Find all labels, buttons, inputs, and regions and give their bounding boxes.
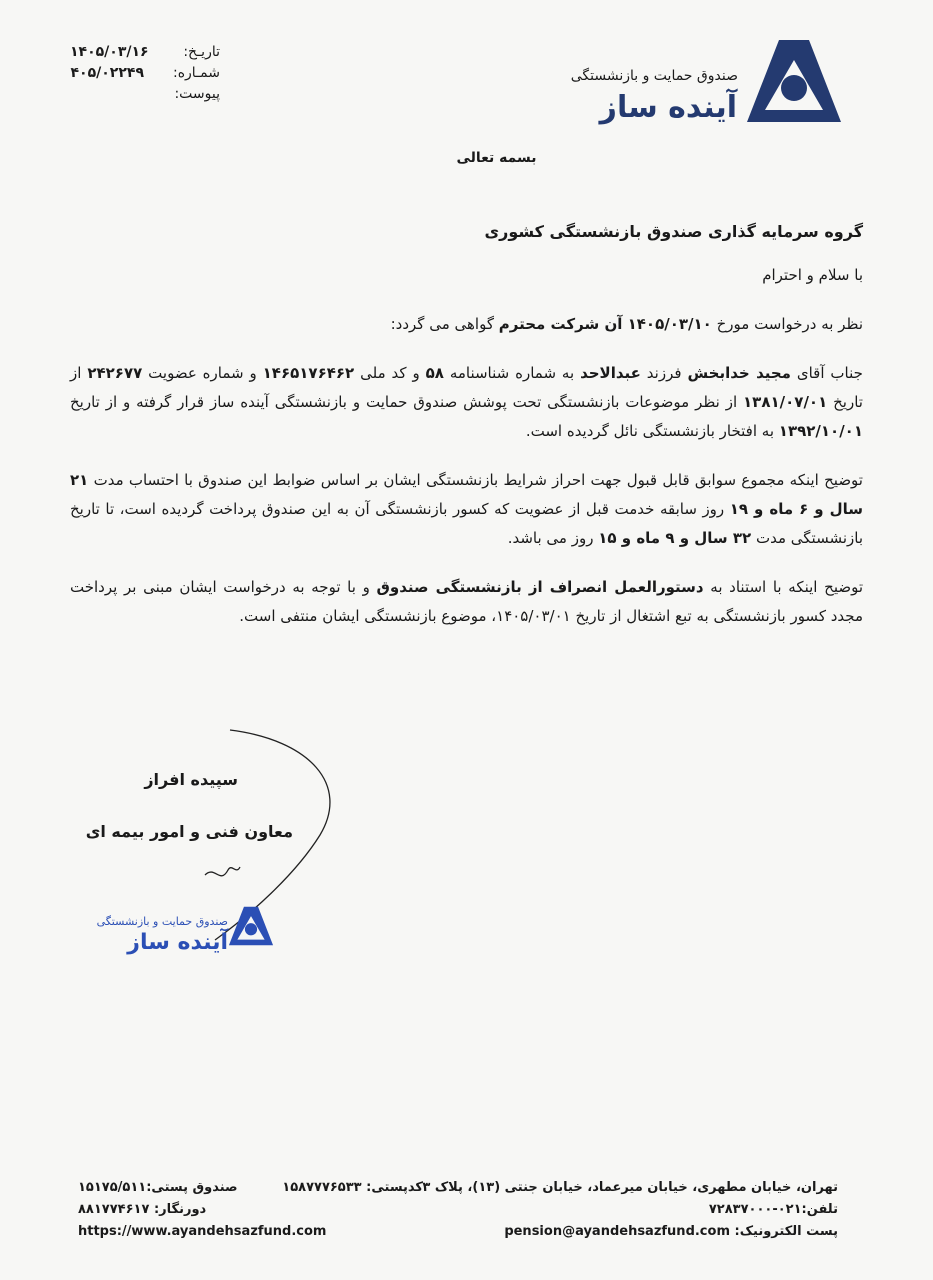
ayandehsaz-logo-icon: [745, 38, 843, 124]
date-value: ۱۴۰۵/۰۳/۱۶: [70, 44, 149, 60]
letter-body: [70, 222, 863, 651]
date-label: تاریـخ:: [183, 44, 220, 60]
footer-website[interactable]: https://www.ayandehsazfund.com: [78, 1224, 327, 1239]
paragraph-request: نظر به درخواست مورخ ۱۴۰۵/۰۳/۱۰ آن شرکت محترم گواهی می گردد:: [390, 315, 863, 333]
letter-meta: [70, 42, 220, 105]
footer-postal-code: کدپستی: ۱۵۸۷۷۷۶۵۳۳: [282, 1180, 423, 1195]
footer-fax: دورنگار: ۸۸۱۷۷۴۶۱۷: [78, 1202, 207, 1217]
stamp-name: آینده ساز: [127, 930, 228, 955]
basmala: بسمه تعالی: [456, 150, 537, 166]
paragraph-member: جناب آقای مجید خدابخش فرزند عبدالاحد به شماره شناسنامه ۵۸ و کد ملی ۱۴۶۵۱۷۶۴۶۲ و شماره عضویت ۲۴۲۶۷۷ از تاریخ ۱۳۸۱/۰۷/۰۱ از نظر موضوعات بازنشستگی تحت پوشش صندوق حمایت و بازنشستگی آینده ساز قرار گرفته و از تاریخ ۱۳۹۲/۱۰/۰۱ به افتخار بازنشستگی نائل گردیده است.: [70, 364, 863, 440]
recipient: گروه سرمایه گذاری صندوق بازنشستگی کشوری: [484, 222, 863, 241]
footer-phone: تلفن:۰۲۱-۷۲۸۳۷۰۰۰: [708, 1202, 838, 1217]
signatory-name: سپیده افراز: [144, 770, 238, 789]
footer-po-box: صندوق پستی:۱۵۱۷۵/۵۱۱: [78, 1180, 238, 1195]
org-name: آینده ساز: [599, 90, 737, 125]
footer-email: پست الکترونیک: pension@ayandehsazfund.com: [504, 1224, 838, 1239]
stamp-subtitle: صندوق حمایت و بازنشستگی: [96, 915, 228, 928]
org-subtitle: صندوق حمایت و بازنشستگی: [570, 68, 738, 84]
footer-address: تهران، خیابان مطهری، خیابان میرعماد، خیابان جنتی (۱۳)، پلاک ۳: [422, 1180, 838, 1195]
number-label: شمـاره:: [172, 65, 220, 81]
attachment-label: پیوست:: [174, 86, 220, 102]
stamp-logo-icon: [228, 900, 274, 952]
paragraph-service: توضیح اینکه مجموع سوابق قابل قبول جهت احراز شرایط بازنشستگی ایشان بر اساس ضوابط این صندوق با احتساب مدت ۲۱ سال و ۶ ماه و ۱۹ روز سابقه خدمت قبل از عضویت که کسور بازنشستگی آن به این صندوق پرداخت گردیده است، تا تاریخ بازنشستگی مدت ۳۲ سال و ۹ ماه و ۱۵ روز می باشد.: [70, 471, 863, 547]
number-value: ۴۰۵/۰۲۲۴۹: [70, 65, 144, 81]
greeting: با سلام و احترام: [762, 266, 863, 284]
signatory-title: معاون فنی و امور بیمه ای: [85, 822, 293, 841]
paragraph-withdrawal: توضیح اینکه با استناد به دستورالعمل انصراف از بازنشستگی صندوق و با توجه به درخواست ایشان مبنی بر پرداخت مجدد کسور بازنشستگی به تبع اشتغال از تاریخ ۱۴۰۵/۰۳/۰۱، موضوع بازنشستگی ایشان منتفی است.: [70, 578, 864, 625]
